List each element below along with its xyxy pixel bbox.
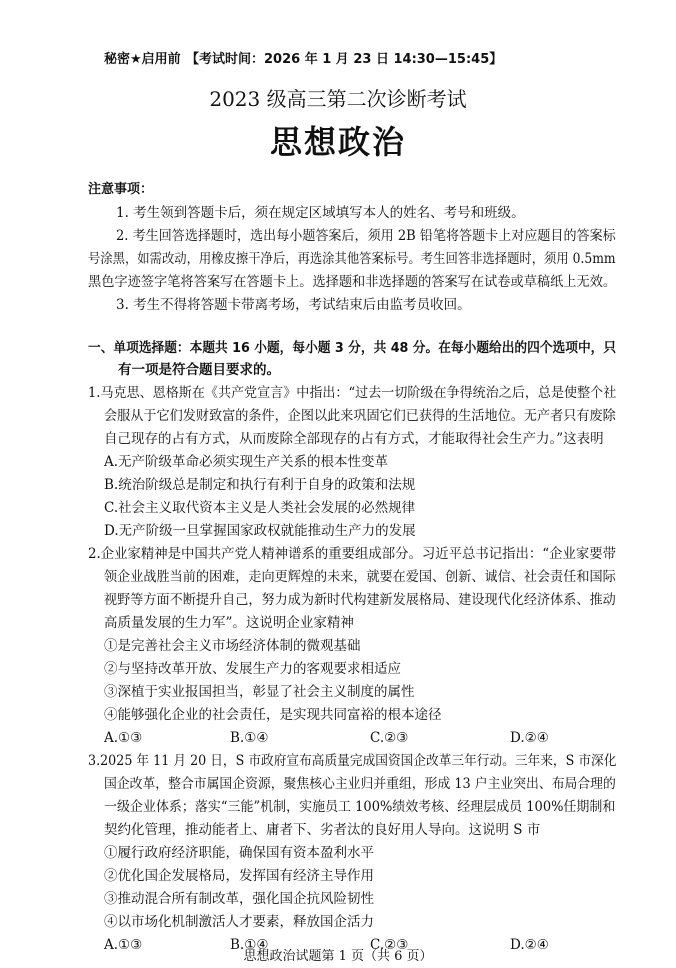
note-line: 3. 考生不得将答题卡带离考场，考试结束后由监考员收回。 [116, 297, 471, 313]
exam-time: 【考试时间：2026 年 1 月 23 日 14:30—15:45】 [186, 52, 503, 67]
exam-title: 2023 级高三第二次诊断考试 [209, 87, 467, 111]
question-2-stem: 2.企业家精神是中国共产党人精神谱系的重要组成部分。习近平总书记指出：“企业家要带 [88, 546, 616, 562]
question-3-item-4: ④以市场化机制激活人才要素，释放国企活力 [104, 914, 374, 930]
question-2-choice-c: C.②③ [370, 730, 409, 746]
subject-title: 思想政治 [269, 123, 406, 161]
note-line: 号涂黑，如需改动，用橡皮擦干净后，再选涂其他答案标号。考生回答非选择题时，须用 0.5mm [88, 251, 616, 267]
question-3-choice-a: A.①③ [104, 937, 143, 953]
question-3-stem: 一级企业体系；落实“三能”机制，实施员工 100%绩效考核、经理层成员 100%任期制和 [104, 799, 616, 815]
notes-heading: 注意事项： [88, 182, 154, 197]
question-3-choice-c: C.②③ [370, 937, 409, 953]
question-3-choice-d: D.②④ [510, 937, 549, 953]
question-3-item-1: ①履行政府经济职能，确保国有资本盈利水平 [104, 845, 374, 861]
question-1-stem: 1.马克思、恩格斯在《共产党宣言》中指出：“过去一切阶级在争得统治之后，总是使整个社 [88, 385, 617, 401]
question-2-choice-a: A.①③ [104, 730, 143, 746]
question-3-stem: 3.2025 年 11 月 20 日，S 市政府宣布高质量完成国资国企改革三年行动。三年来，S 市深化 [88, 753, 617, 769]
question-2-item-3: ③深植于实业报国担当，彰显了社会主义制度的属性 [104, 684, 415, 700]
note-line: 1. 考生领到答题卡后，须在规定区域填写本人的姓名、考号和班级。 [116, 205, 525, 221]
page-footer: 思想政治试题第 1 页（共 6 页） [243, 949, 433, 964]
question-2-item-2: ②与坚持改革开放、发展生产力的客观要求相适应 [104, 661, 401, 677]
note-line: 黑色字迹签字笔将答案写在答题卡上。选择题和非选择题的答案写在试卷或草稿纸上无效。 [88, 274, 617, 290]
question-1-option-d: D.无产阶级一旦掌握国家政权就能推动生产力的发展 [104, 523, 416, 539]
question-1-option-b: B.统治阶级总是制定和执行有利于自身的政策和法规 [104, 477, 416, 493]
section-heading-cont: 有一项是符合题目要求的。 [118, 362, 280, 378]
question-2-stem: 视野等方面不断提升自己，努力成为新时代构建新发展格局、建设现代化经济体系、推动 [104, 592, 616, 608]
question-3-item-2: ②优化国企发展格局，发挥国有经济主导作用 [104, 868, 374, 884]
question-3-choice-b: B.①④ [230, 937, 269, 953]
question-2-choice-b: B.①④ [230, 730, 269, 746]
question-1-stem: 会服从于它们发财致富的条件，企图以此来巩固它们已获得的生活地位。无产者只有废除 [104, 408, 616, 424]
question-2-choice-d: D.②④ [510, 730, 549, 746]
question-1-option-c: C.社会主义取代资本主义是人类社会发展的必然规律 [104, 500, 416, 516]
question-2-stem: 领企业战胜当前的困难，走向更辉煌的未来，就要在爱国、创新、诚信、社会责任和国际 [104, 569, 616, 585]
question-3-stem: 契约化管理，推动能者上、庸者下、劣者汰的良好用人导向。这说明 S 市 [104, 822, 541, 838]
confidential-label: 秘密★启用前 [104, 52, 181, 67]
question-2-stem: 高质量发展的生力军”。这说明企业家精神 [104, 615, 354, 631]
note-line: 2. 考生回答选择题时，选出每小题答案后，须用 2B 铅笔将答题卡上对应题目的答案标 [116, 228, 616, 244]
question-1-option-a: A.无产阶级革命必须实现生产关系的根本性变革 [104, 454, 389, 470]
section-heading: 一、单项选择题：本题共 16 小题，每小题 3 分，共 48 分。在每小题给出的四个选项中，只 [88, 340, 617, 356]
question-3-item-3: ③推动混合所有制改革，强化国企抗风险韧性 [104, 891, 374, 907]
question-3-stem: 国企改革，整合市属国企资源，聚焦核心主业归并重组，形成 13 户主业突出、布局合理的 [104, 776, 616, 792]
question-2-item-1: ①是完善社会主义市场经济体制的微观基础 [104, 638, 361, 654]
question-1-stem: 自己现存的占有方式，从而废除全部现存的占有方式，才能取得社会生产力。”这表明 [104, 431, 604, 447]
question-2-item-4: ④能够强化企业的社会责任，是实现共同富裕的根本途径 [104, 707, 442, 723]
